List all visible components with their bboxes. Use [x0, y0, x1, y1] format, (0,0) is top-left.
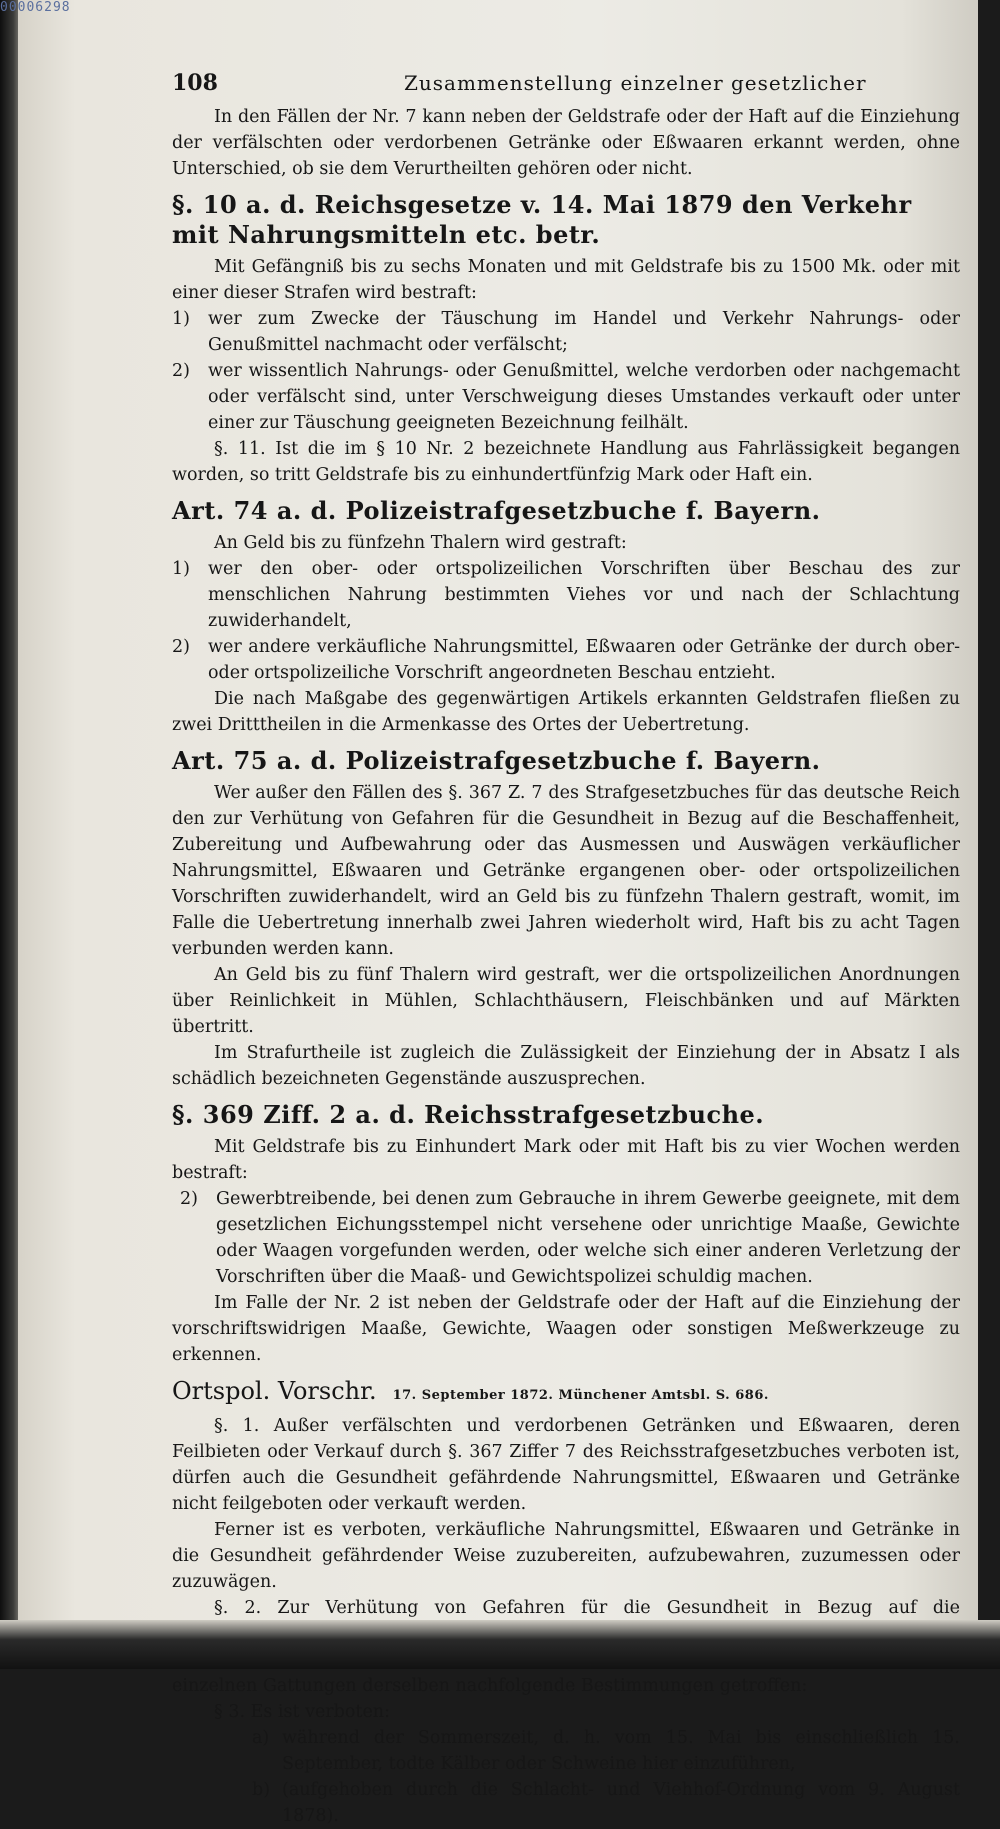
section-heading-369: §. 369 Ziff. 2 a. d. Reichsstrafgesetzbuche. — [172, 1100, 765, 1129]
sub-list-letter: b) — [252, 1780, 271, 1800]
section-lead: Mit Geldstrafe bis zu Einhundert Mark oder mit Haft bis zu vier Wochen werden bestraft: — [172, 1137, 960, 1183]
body-paragraph: An Geld bis zu fünf Thalern wird gestraft, wer die ortspolizeilichen Anordnungen über Reinlichkeit in Mühlen, Schlachthäusern, Fleischbänken und auf Märkten übertritt. — [172, 965, 960, 1037]
section-closing: Im Falle der Nr. 2 ist neben der Geldstrafe oder der Haft auf die Einziehung der vorschriftswidrigen Maaße, Gewichte, Waagen oder sonstigen Meßwerkzeuge zu erkennen. — [172, 1293, 960, 1365]
ortspol-source-note: 17. September 1872. Münchener Amtsbl. S. 686. — [392, 1388, 769, 1403]
list-number: 1) — [172, 559, 190, 579]
section-heading-reichsgesetz: §. 10 a. d. Reichsgesetze v. 14. Mai 1879 den Verkehr mit Nahrungsmitteln etc. betr. — [172, 190, 912, 249]
section-closing: Die nach Maßgabe des gegenwärtigen Artikels erkannten Geldstrafen fließen zu zwei Dritttheilen in die Armenkasse des Ortes der Uebertretung. — [172, 689, 960, 735]
sub-list-item — [172, 1725, 960, 1777]
running-header — [172, 70, 960, 104]
list-item — [172, 1186, 960, 1290]
list-number: 2) — [172, 361, 190, 381]
body-paragraph: §. 2. Zur Verhütung von Gefahren für die Gesundheit in Bezug auf die einzelnen Gattungen derselben nachfolgende Bestimmungen getroffen: — [172, 1598, 960, 1696]
paragraph-11: §. 11. Ist die im § 10 Nr. 2 bezeichnete Handlung aus Fahrlässigkeit begangen worden, so tritt Geldstrafe bis zu einhundertfünfzig Mark oder Haft ein. — [172, 439, 960, 485]
section-heading-art-74: Art. 74 a. d. Polizeistrafgesetzbuche f. Bayern. — [172, 496, 821, 525]
sub-list-text: (aufgehoben durch die Schlacht- und Viehhof-Ordnung vom 9. August 1878). — [282, 1780, 960, 1826]
list-number: 2) — [172, 637, 190, 657]
body-paragraph: §. 1. Außer verfälschten und verdorbenen Getränken und Eßwaaren, deren Feilbieten oder Verkauf durch §. 367 Ziffer 7 des Reichsstrafgesetzbuches verboten ist, dürfen auch die Gesundheit gefährdende Nahrungsmittel, Eßwaaren und Getränke nicht feilgeboten oder verkauft werden. — [172, 1416, 960, 1514]
section-heading-ortspol — [172, 1376, 960, 1409]
list-text: wer andere verkäufliche Nahrungsmittel, Eßwaaren oder Getränke der durch ober- oder ortspolizeiliche Vorschrift angeordneten Beschau entzieht. — [208, 637, 960, 683]
list-text: Gewerbtreibende, bei denen zum Gebrauche in ihrem Gewerbe geeignete, mit dem gesetzlichen Eichungsstempel nicht versehene oder unrichtige Maaße, Gewichte oder Waagen vorgefunden werden, oder welche sich einer anderen Verletzung der Vorschriften über die Maaß- und Gewichtspolizei schuldig machen. — [216, 1189, 960, 1287]
intro-paragraph: In den Fällen der Nr. 7 kann neben der Geldstrafe oder der Haft auf die Einziehung der verfälschten oder verdorbenen Getränke oder Eßwaaren erkannt werden, ohne Unterschied, ob sie dem Verurtheilten gehören oder nicht. — [172, 107, 960, 179]
body-paragraph: Wer außer den Fällen des §. 367 Z. 7 des Strafgesetzbuches für das deutsche Reich den zur Verhütung von Gefahren für die Gesundheit in Bezug auf die Beschaffenheit, Zubereitung und Aufbewahrung oder das Ausmessen und Auswägen verkäuflicher Nahrungsmittel, Eßwaaren und Getränke ergangenen ober- oder ortspolizeilichen Vorschriften zuwiderhandelt, wird an Geld bis zu fünfzehn Thalern gestraft, womit, im Falle die Uebertretung innerhalb zwei Jahren wiederholt wird, Haft bis zu acht Tagen verbunden werden kann. — [172, 783, 960, 959]
scan-bottom-edge — [0, 1620, 1000, 1669]
sub-list-letter: a) — [252, 1728, 270, 1748]
list-item — [172, 634, 960, 686]
list-item — [172, 358, 960, 436]
list-text: wer zum Zwecke der Täuschung im Handel und Verkehr Nahrungs- oder Genußmittel nachmacht oder verfälscht; — [208, 309, 960, 355]
page-number: 108 — [172, 70, 218, 96]
running-title: Zusammenstellung einzelner gesetzlicher — [404, 71, 867, 95]
list-item — [172, 306, 960, 358]
sub-list-text: während der Sommerszeit, d. h. vom 15. Mai bis einschließlich 15. September, todte Kälber oder Schweine hier einzuführen, — [282, 1728, 960, 1774]
section-lead: Mit Gefängniß bis zu sechs Monaten und mit Geldstrafe bis zu 1500 Mk. oder mit einer dieser Strafen wird bestraft: — [172, 257, 960, 303]
ortspol-title: Ortspol. Vorschr. — [172, 1377, 377, 1405]
list-item — [172, 556, 960, 634]
list-number: 1) — [172, 309, 190, 329]
list-text: wer den ober- oder ortspolizeilichen Vorschriften über Beschau des zur menschlichen Nahrung bestimmten Viehes vor und nach der Schlachtung zuwiderhandelt, — [208, 559, 960, 631]
section-heading-art-75: Art. 75 a. d. Polizeistrafgesetzbuche f. Bayern. — [172, 746, 821, 775]
page-content — [172, 70, 960, 1829]
body-paragraph: Ferner ist es verboten, verkäufliche Nahrungsmittel, Eßwaaren und Getränke in die Gesundheit gefährdender Weise zuzubereiten, aufzubewahren, zuzumessen oder zuzuwägen. — [172, 1520, 960, 1592]
section-lead: An Geld bis zu fünfzehn Thalern wird gestraft: — [214, 533, 627, 553]
list-number: 2) — [180, 1189, 198, 1209]
sub-list-item — [172, 1777, 960, 1829]
scan-id-stamp: 00006298 — [0, 0, 71, 15]
list-text: wer wissentlich Nahrungs- oder Genußmittel, welche verdorben oder nachgemacht oder verfälscht sind, unter Verschweigung dieses Umstandes verkauft oder unter einer zur Täuschung geeigneten Bezeichnung feilhält. — [208, 361, 960, 433]
body-paragraph: Im Strafurtheile ist zugleich die Zulässigkeit der Einziehung der in Absatz I als schädlich bezeichneten Gegenstände auszusprechen. — [172, 1043, 960, 1089]
paragraph-3-lead: § 3. Es ist verboten: — [214, 1702, 390, 1722]
